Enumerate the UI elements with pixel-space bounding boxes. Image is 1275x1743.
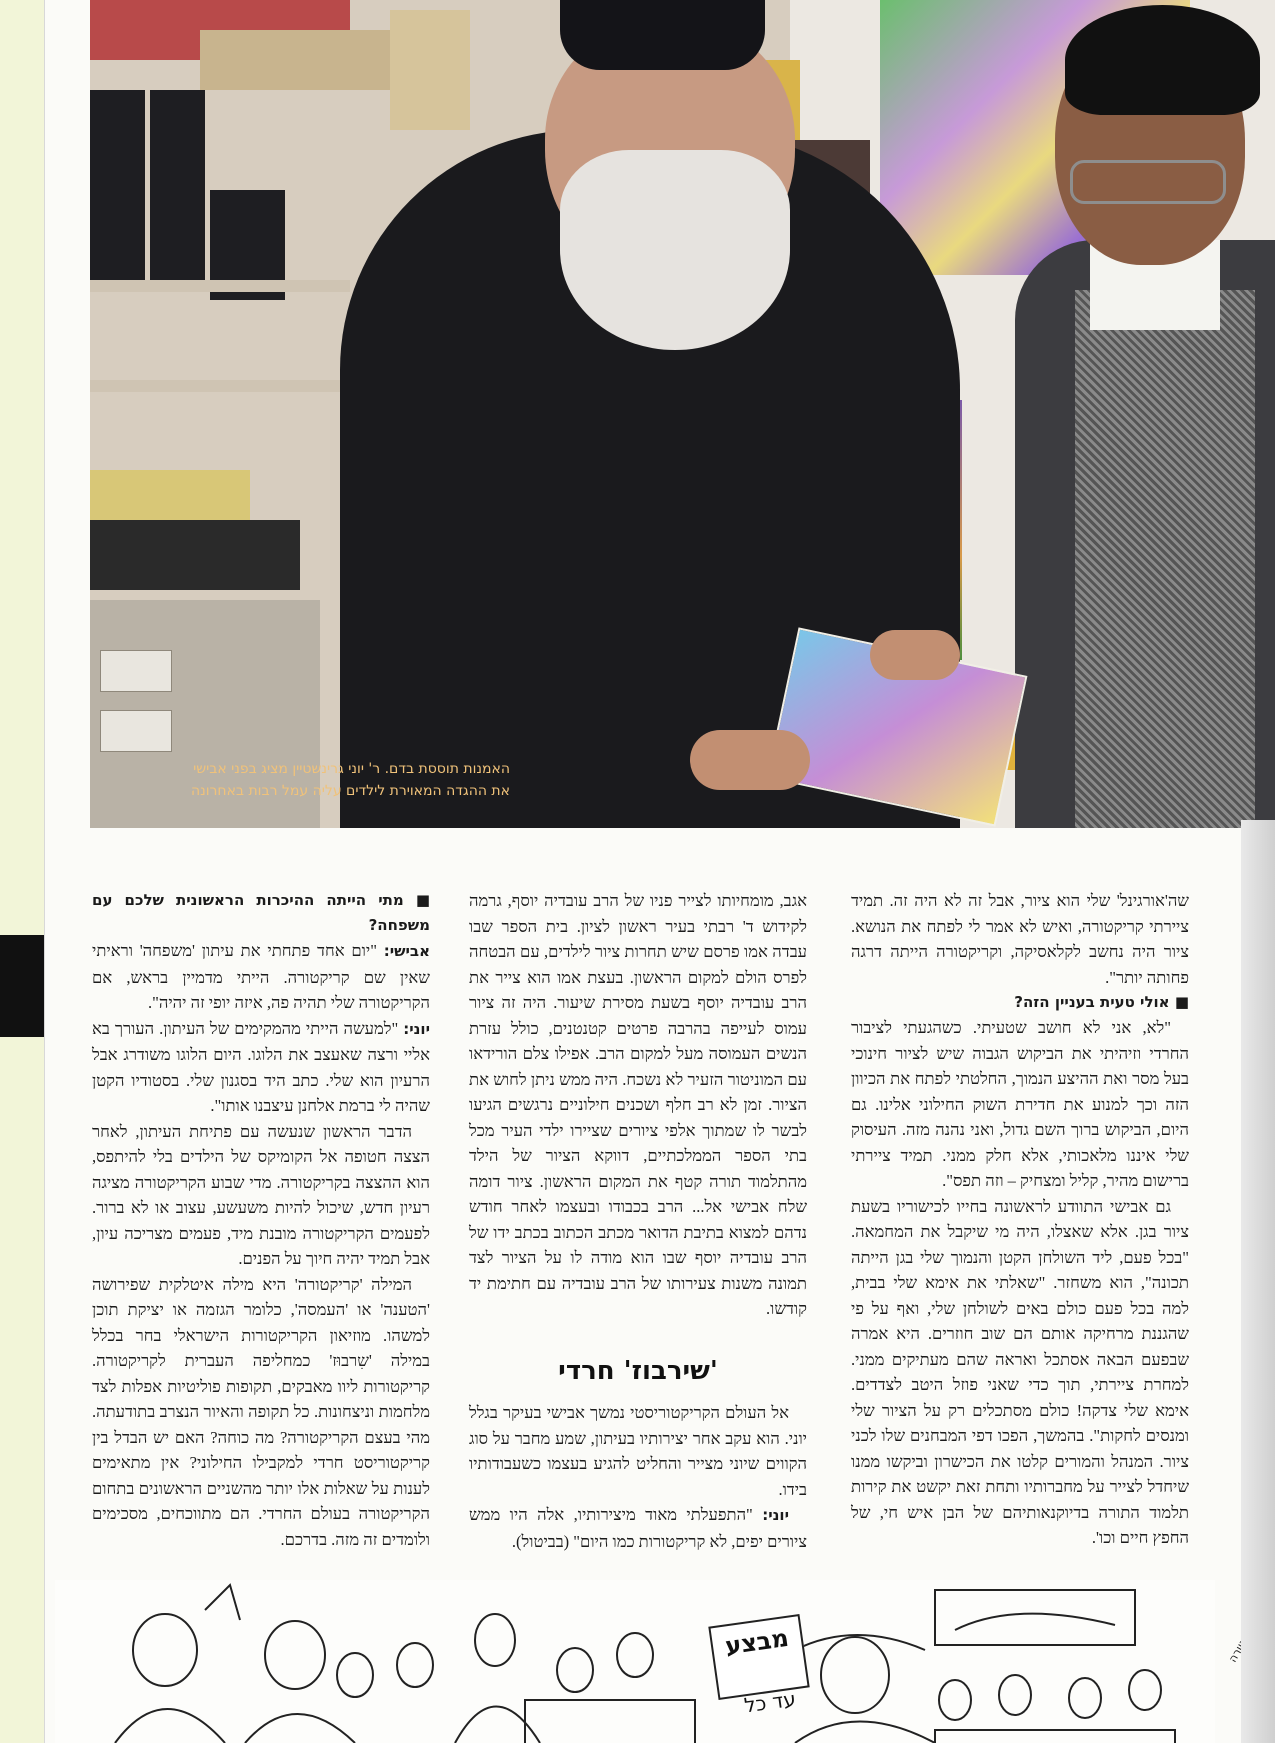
photo-binder [150,90,205,280]
cartoon-head [557,1648,593,1692]
photo-binder [90,90,145,280]
paragraph [92,1016,430,1119]
cartoon-base [935,1730,1175,1743]
photo-man-glasses [1070,160,1226,204]
photo-envelope [390,10,470,130]
cartoon-body [795,1722,935,1743]
paragraph [469,1502,807,1554]
article-photo [90,0,1275,828]
cartoon-head [1129,1670,1161,1710]
speaker-text: "יום אחד פתחתי את עיתון 'משפחה' וראיתי שאין שם קריקטורה. הייתי מדמיין בראש, אם הקריקטורה שלי תהיה פה, איזה יופי זה יהיה". [92,941,430,1012]
cartoon-head [939,1680,971,1720]
paragraph [92,938,430,1016]
interview-question: ■ מתי הייתה ההיכרות הראשונית שלכם עם משפחה? [92,891,430,934]
paragraph: שה'אורגינל' שלי הוא ציור, אבל זה לא היה זה. תמיד ציירתי קריקטורה, ואיש לא אמר לי לפתח את הנושא. ציור היה נחשב לקלאסיקה, וקריקטורה הייתה דרגה פחותה יותר". [851,891,1189,987]
cartoon-sign-sub: עד כל [742,1686,798,1718]
speaker-text: "התפעלתי מאוד מיצירותיו, אלה היו ממש ציורים יפים, לא קריקטורות כמו היום" (בביטול). [469,1505,807,1551]
cartoon-head [265,1621,325,1689]
cartoon-head [999,1675,1031,1715]
photo-man-sweater [1075,290,1255,828]
photo-drawer-label [100,650,172,692]
photo-papers [90,470,250,520]
page-edge-right [1241,820,1275,1743]
photo-books [90,520,300,590]
cartoon-strip [55,1580,1215,1743]
column-middle [469,888,807,1322]
cartoon-sign: מבצע [708,1614,809,1700]
caption-line: את ההגדה המאוירת לילדים עליה עמל רבות באחרונה [190,783,510,799]
speaker-name: יוני: [762,1506,789,1524]
cartoon-head [475,1614,515,1666]
photo-shelf [90,380,350,392]
cartoon-head [1069,1678,1101,1718]
paragraph: אל העולם הקריקטוריסטי נמשך אבישי בעיקר בגלל יוני. הוא עקב אחר יצירותיו בעיתון, שמע מחבר על סוג הקווים שיוני מצייר והחליט להגיע בעצמו כשעבודותיו בידו. [469,1403,807,1499]
column-left [92,888,430,1552]
cartoon-body [245,1714,355,1743]
paragraph: גם אבישי התוודע לראשונה בחייו לכישוריו בשעת ציור בגן. אלא שאצלו, היה מי שיקבל את המחמאה. "בכל פעם, ליד השולחן הקטן והנמוך שלי בגן הייתה תכונה", הוא משחזר. "שאלתי את אימא שלי בבית, למה בכל פעם כולם באים לשולחן שלי, ואף על פי שהגננת מרחיקה אותם הם שוב חוזרים. היא אמרה שבפעם הבאה אסתכל ואראה שהם מעתיקים ממני. למחרת ציירתי, תוך כדי שאני פוזל היטב לצדדים. אימא שלי צדקה! כולם מסתכלים רק על הציור שלי ומנסים לחקות". בהמשך, הפכו דפי המבחנים שלו לכני ציור. המנהל והמורים קלטו את הכישרון וביקשו ממנו שיחדל לצייר על מחברותיו ותחת זאת יקשט את קירות תלמוד התורה בדיוקנאותיהם של הבן איש חי, של החפץ חיים וכו'. [851,1196,1189,1547]
column-right [851,888,1189,1551]
cartoon-arm [205,1585,240,1620]
cartoon-head [337,1653,373,1697]
paragraph: "לא, אני לא חושב שטעיתי. כשהגעתי לציבור החרדי וזיהיתי את הביקוש הגבוה שיש לציור חינוכי בעל מסר ואת ההיצע הנמוך, החלטתי לפתח את הכיוון הזה וכך למנוע את חדירת השוק החילוני אלינו. גם היום, הביקוש ברוך השם גדול, ואני נהנה מזה. העיסוק שלי איננו מלאכותי, אלא חלק ממני. תמיד ציירתי ברישום מהיר, קליל ומצחיק – וזה תפס". [851,1018,1189,1190]
paragraph: הדבר הראשון שנעשה עם פתיחת העיתון, לאחר הצצה חטופה אל הקומיקס של הילדים בלי להיתפס, הוא ההצצה בקריקטורה. מדי שבוע הקריקטורה מציגה רעיון חדש, שיכול להיות משעשע, עצוב או לא ברור. לפעמים הקריקטורה מובנת מיד, פעמים מצריכה עיון, אבל תמיד יהיה חיוך על הפנים. [92,1121,430,1268]
section-subheading: 'שירבוז' חרדי [558,1356,718,1386]
paragraph: המילה 'קריקטורה' היא מילה איטלקית שפירושה 'הטענה' או 'העמסה', כלומר הגזמה או יציקת תוכן למשהו. מוזיאון הקריקטורות הישראלי בחר בכלל במילה 'שִרבוּז' כמחליפה העברית לקריקטורה. קריקטורות ליוו מאבקים, תקופות פוליטיות אפלות לצד מלחמות וניצחונות. כל תקופה והאיור הנצרב בתודעתה. מהי בעצם הקריקטורה? מה כוחה? האם יש הבדל בין קריקטוריסט חרדי למקבילו החילוני? אין מתאימים לענות על שאלות אלו יותר מהשניים הראשונים בתחום הקריקטורה בעולם החרדי. הם מתווכחים, מסכימים ולומדים זה מזה. בדרכם. [92,1274,430,1549]
paragraph: אגב, מומחיותו לצייר פניו של הרב עובדיה יוסף, גרמה לקידוש ד' רבתי בעיר ראשון לציון. בית הספר שבו עבדה אמו פרסם שיש תחרות ציור לילדים, עם הבטחה לפרס הולם למקום הראשון. בעצת אמו הוא צייר את הרב עובדיה יוסף בשעת מסירת שיעור. היה זה ציור עמוס לעייפה בהרבה פרטים קטנטנים, כולל עזרת הנשים העמוסה מעל למקום הרב. אפילו צלם הורידאו עם המוניטור הזעיר לא נשכח. היה ממש ניתן לחוש את הציור. זמן לא רב חלף ושכנים חילוניים נרגשים הגיעו לבשר לו שמתוך אלפי ציורים שציירו ילדי העיר מכל בתי הספר הממלכתיים, דווקא הציור של הילד מהתלמוד תורה קטף את המקום הראשון. ציור דומה שלח אבישי אל... הרב בכבודו ובעצמו לאחר חודש נדהם למצוא בתיבת הדואר מכתב הכתוב בכתב ידו של הרב עובדיה יוסף שבו הוא מודה לו על הציור לצד תמונה משנות צעירותו של הרב עובדיה עם חתימת יד קודשו. [469,891,807,1318]
interview-question: ■ אולי טעית בעניין הזה? [1014,993,1189,1011]
cartoon-drawing [55,1580,1215,1743]
caption-line: האמנות תוססת בדם. ר' יוני גרינשטיין מציג בפני אבישי [193,761,510,777]
speaker-name: יוני: [403,1019,430,1038]
speaker-text: "למעשה הייתי מהמקימים של העיתון. העורך בא אליי ורצה שאעצב את הלוגו. היום הלוגו משודרג אבל הרעיון הוא שלי. כתב היד בסגנון שלי. בסטודיו הקטן שהיה לי ברמת אלחנן עיצבנו אותו". [92,1018,430,1115]
cartoon-body [115,1709,225,1743]
speaker-name: אבישי: [383,942,430,960]
page-edge-left [0,0,44,1743]
cartoon-head [397,1643,433,1687]
photo-man-hair [1065,5,1260,115]
photo-rabbi-kippah [560,0,765,70]
photo-shelf [90,280,350,292]
cartoon-table [525,1700,695,1743]
cartoon-body [455,1707,540,1743]
column-middle-lower [469,1400,807,1554]
photo-drawer-label [100,710,172,752]
cartoon-panel [935,1590,1135,1645]
photo-hand [870,630,960,680]
cartoon-head [133,1614,197,1686]
photo-hand [690,730,810,790]
cartoon-head [617,1633,653,1677]
cartoon-scribble [955,1614,1115,1630]
cartoon-head [821,1637,889,1713]
photo-caption [120,758,510,802]
photo-rabbi-beard [560,150,790,350]
